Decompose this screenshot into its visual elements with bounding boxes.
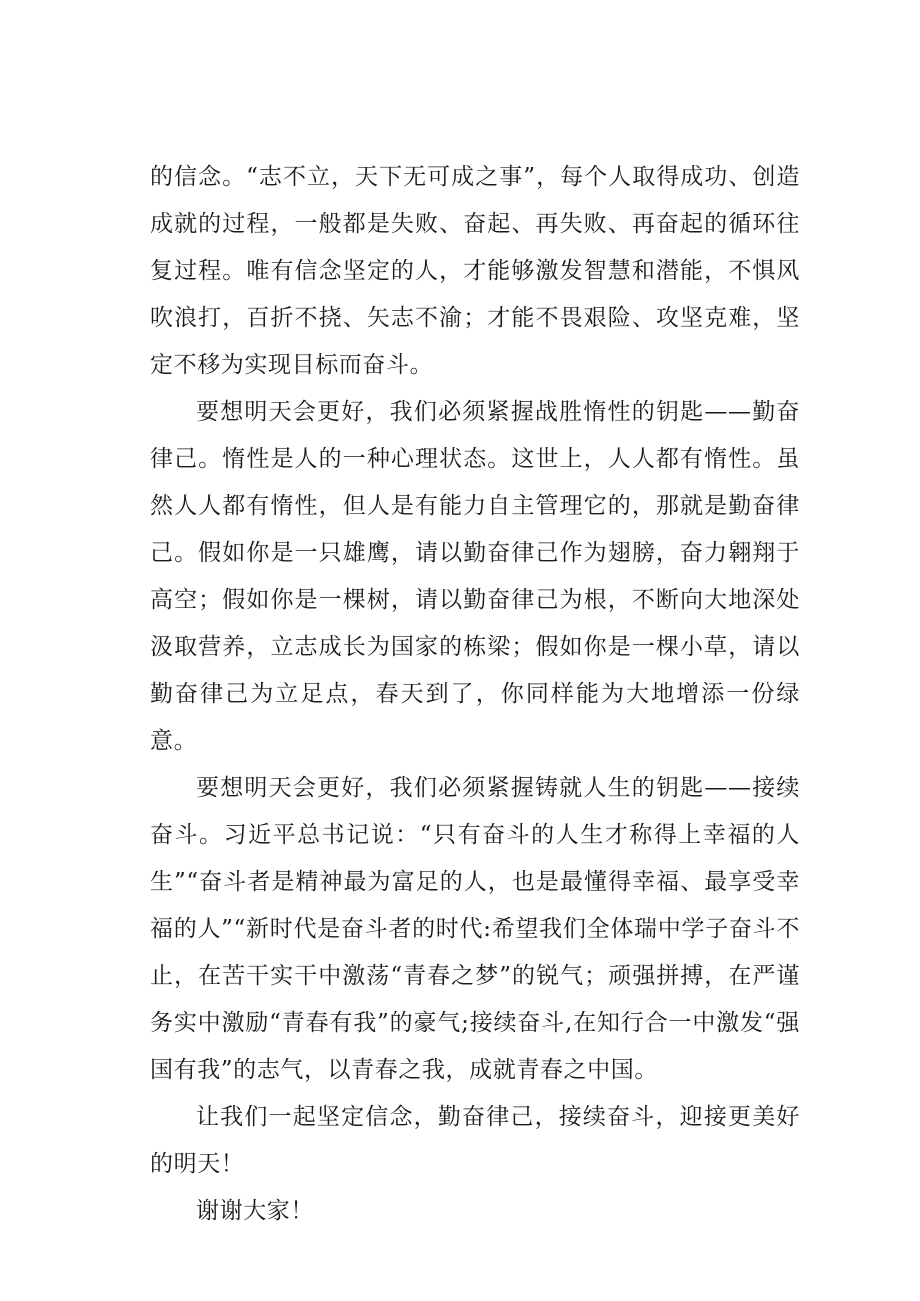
paragraph-closing-call: 让我们一起坚定信念，勤奋律己，接续奋斗，迎接更美好的明天！ — [150, 1104, 800, 1177]
paragraph-struggle: 要想明天会更好，我们必须紧握铸就人生的钥匙——接续奋斗。习近平总书记说：“只有奋斗的人生才称得上幸福的人生”“奋斗者是精神最为富足的人，也是最懂得幸福、最享受幸福的人”“新时代是奋斗者的时代:希望我们全体瑞中学子奋斗不止，在苦干实干中激荡“青春之梦”的锐气；顽强拼搏，在严谨务实中激励“青春有我”的豪气;接续奋斗,在知行合一中激发“强国有我”的志气，以青春之我，成就青春之中国。 — [150, 775, 800, 1083]
speech-body — [150, 154, 800, 1235]
paragraph-belief-continued: 的信念。“志不立，天下无可成之事”，每个人取得成功、创造成就的过程，一般都是失败、奋起、再失败、再奋起的循环往复过程。唯有信念坚定的人，才能够激发智慧和潜能，不惧风吹浪打，百折不挠、矢志不渝；才能不畏艰险、攻坚克难，坚定不移为实现目标而奋斗。 — [150, 164, 800, 378]
paragraph-diligence: 要想明天会更好，我们必须紧握战胜惰性的钥匙——勤奋律己。惰性是人的一种心理状态。这世上，人人都有惰性。虽然人人都有惰性，但人是有能力自主管理它的，那就是勤奋律己。假如你是一只雄鹰，请以勤奋律己作为翅膀，奋力翱翔于高空；假如你是一棵树，请以勤奋律己为根，不断向大地深处汲取营养，立志成长为国家的栋梁；假如你是一棵小草，请以勤奋律己为立足点，春天到了，你同样能为大地增添一份绿意。 — [150, 399, 800, 754]
paragraph-thanks: 谢谢大家！ — [196, 1198, 314, 1224]
